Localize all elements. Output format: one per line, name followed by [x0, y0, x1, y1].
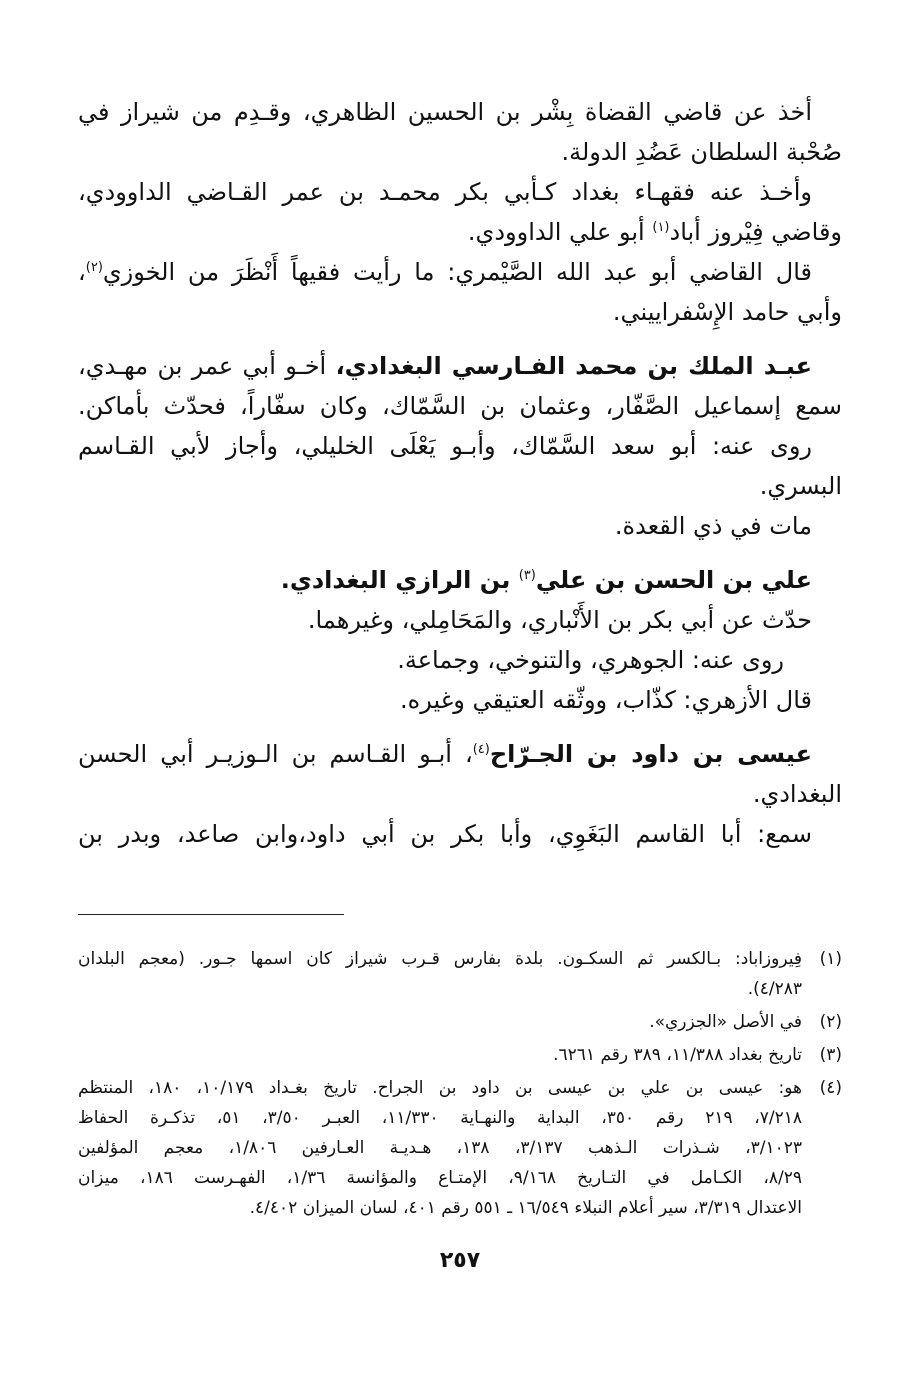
- text-line: [78, 252, 842, 292]
- footnote-body: [78, 944, 802, 1004]
- text-line: البغدادي.: [752, 780, 842, 808]
- footnote-ref[interactable]: (٤): [472, 742, 490, 757]
- footnote-body: [78, 1007, 802, 1037]
- footnote-number: (١): [819, 949, 842, 969]
- footnote-ref[interactable]: (٢): [85, 260, 103, 275]
- footnote-line: تاريخ بغداد ١١/٣٨٨، ٣٨٩ رقم ٦٢٦١.: [553, 1045, 802, 1065]
- text-fragment: أخـو أبي عمر بن مهـدي،: [78, 352, 336, 380]
- text-line: أخذ عن قاضي القضاة بِشْر بن الحسين الظاهري، وقـدِم من شيراز في: [78, 98, 812, 126]
- footnote-line: هو: عيسى بن علي بن عيسى بن داود بن الجراح. تاريخ بغـداد ١٠/١٧٩، ١٨٠، المنتظم: [78, 1078, 803, 1098]
- footnote-number: (٣): [819, 1045, 842, 1065]
- footnote: [78, 1040, 842, 1070]
- biography-entry: [78, 346, 842, 546]
- entry-name: عبـد الملك بن محمد الفـارسي البغدادي،: [335, 352, 812, 380]
- text-line: مات في ذي القعدة.: [614, 512, 812, 540]
- text-line: روى عنه: الجوهري، والتنوخي، وجماعة.: [397, 646, 784, 674]
- text-line: روى عنه: أبو سعد السَّمّاك، وأبـو يَعْلَى الخليلي، وأجاز لأبي القـاسم: [78, 432, 812, 460]
- footnote: [78, 944, 842, 1004]
- footnote-number: (٤): [819, 1078, 842, 1098]
- footnote-ref[interactable]: (١): [652, 220, 670, 235]
- entry-name: علي بن الحسن بن علي: [535, 566, 812, 594]
- text-line: صُحْبة السلطان عَضُدِ الدولة.: [561, 138, 842, 166]
- footnote-line: ٨/٢٩، الكـامل في التـاريخ ٩/١٦٨، الإمتـاع والمؤانسة ١/٣٦، الفهـرست ١٨٦، ميزان: [78, 1168, 802, 1188]
- footnote-divider: [78, 914, 344, 915]
- text-fragment: وقاضي فِيْروز أباد: [669, 218, 842, 246]
- footnote-line: ٣/١٠٢٣، شـذرات الـذهب ٣/١٣٧، ١٣٨، هـديـة العـارفين ١/٨٠٦، معجم المؤلفين: [78, 1138, 802, 1158]
- page-number: ٢٥٧: [439, 1248, 481, 1273]
- text-line: [78, 212, 842, 252]
- text-fragment: أبو علي الداوودي.: [467, 218, 653, 246]
- text-line: سمع إسماعيل الصَّفّار، وعثمان بن السَّمّاك، وكان سفّاراً، فحدّث بأماكن.: [78, 392, 842, 420]
- entry-continuation: [78, 92, 842, 332]
- entry-heading-line: [78, 734, 842, 774]
- entry-name: عيسى بن داود بن الجـرّاح: [489, 740, 813, 768]
- footnote-line: ٤/٢٨٣).: [747, 979, 802, 999]
- entry-name: بن الرازي البغدادي.: [280, 566, 519, 594]
- footnote-ref[interactable]: (٣): [518, 568, 536, 583]
- text-fragment: ، أبـو القـاسم بن الـوزيـر أبي الحسن: [78, 740, 473, 768]
- biography-entry: [78, 734, 842, 854]
- footnote-number: (٢): [819, 1012, 842, 1032]
- text-line: حدّث عن أبي بكر بن الأَنْباري، والمَحَامِلي، وغيرهما.: [307, 606, 812, 634]
- text-line: وأبي حامد الإِسْفراييني.: [612, 298, 842, 326]
- entry-heading-line: [78, 346, 842, 386]
- text-line: وأخـذ عنه فقهـاء بغداد كـأبي بكر محمـد بن عمر القـاضي الداوودي،: [78, 178, 812, 206]
- footnote-line: فِيروزاباد: بـالكسر ثم السكـون. بلدة بفارس قـرب شيراز كان اسمها جـور. (معجم البلدان: [78, 949, 802, 969]
- text-line: البسري.: [759, 472, 842, 500]
- footnotes: [78, 944, 842, 1226]
- footnote-body: [78, 1073, 802, 1223]
- footnote: [78, 1007, 842, 1037]
- biography-entry: [78, 560, 842, 720]
- main-text: [78, 92, 842, 854]
- text-line: قال الأزهري: كذّاب، ووثّقه العتيقي وغيره.: [400, 686, 812, 714]
- footnote: [78, 1073, 842, 1223]
- footnote-line: في الأصل «الجزري».: [649, 1012, 802, 1032]
- footnote-line: ٧/٢١٨، ٢١٩ رقم ٣٥٠، البداية والنهـاية ١١/٣٣٠، العبـر ٣/٥٠، ٥١، تذكـرة الحفاظ: [78, 1108, 803, 1128]
- footnote-line: الاعتدال ٣/٣١٩، سير أعلام النبلاء ١٦/٥٤٩ ـ ٥٥١ رقم ٤٠١، لسان الميزان ٤/٤٠٢.: [249, 1198, 802, 1218]
- text-line: سمع: أبا القاسم البَغَوِي، وأبا بكر بن أبي داود،وابن صاعد، وبدر بن: [78, 820, 812, 848]
- footnote-body: [78, 1040, 802, 1070]
- text-fragment: قال القاضي أبو عبد الله الصَّيْمري: ما رأيت فقيهاً أَنْظَرَ من الخوزي: [102, 258, 812, 286]
- text-fragment: ،: [78, 258, 86, 286]
- entry-heading-line: [78, 560, 842, 600]
